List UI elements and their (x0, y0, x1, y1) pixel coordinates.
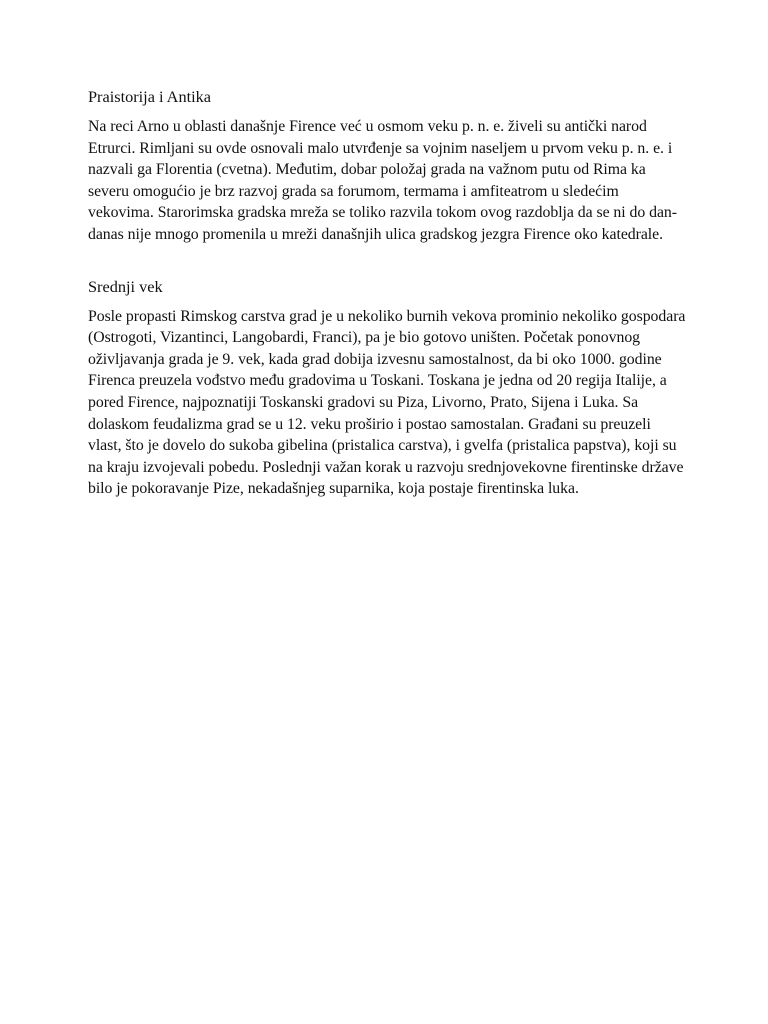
section-paragraph: Posle propasti Rimskog carstva grad je u nekoliko burnih vekova prominio nekoliko gospodara (Ostrogoti, Vizantinci, Langobardi, Franci), pa je bio gotovo uništen. Početak ponovnog oživljavanja grada je 9. vek, kada grad dobija izvesnu samostalnost, da bi oko 1000. godine Firenca preuzela vođstvo među gradovima u Toskani. Toskana je jedna od 20 regija Italije, a pored Firence, najpoznatiji Toskanski gradovi su Piza, Livorno, Prato, Sijena i Luka. Sa dolaskom feudalizma grad se u 12. veku proširio i postao samostalan. Građani su preuzeli vlast, što je dovelo do sukoba gibelina (pristalica carstva), i gvelfa (pristalica papstva), koji su na kraju izvojevali pobedu. Poslednji važan korak u razvoju srednjovekovne firentinske države bilo je pokoravanje Pize, nekadašnjeg suparnika, koja postaje firentinska luka. (88, 307, 686, 498)
section-heading: Praistorija i Antika (88, 87, 211, 106)
document-content (88, 86, 688, 500)
section-praistorija-i-antika (88, 86, 688, 246)
section-heading: Srednji vek (88, 276, 163, 296)
section-srednji-vek (88, 276, 688, 500)
section-paragraph: Na reci Arno u oblasti današnje Firence već u osmom veku p. n. e. živeli su antički narod Etrurci. Rimljani su ovde osnovali malo utvrđenje sa vojnim naseljem u prvom veku p. n. e. i nazvali ga Florentia (cvetna). Međutim, dobar položaj grada na važnom putu od Rima ka severu omogućio je brz razvoj grada sa forumom, termama i amfiteatrom u sledećim vekovima. Starorimska gradska mreža se toliko razvila tokom ovog razdoblja da se ni do dan-danas nije mnogo promenila u mreži današnjih ulica gradskog jezgra Firence oko katedrale. (88, 118, 677, 243)
